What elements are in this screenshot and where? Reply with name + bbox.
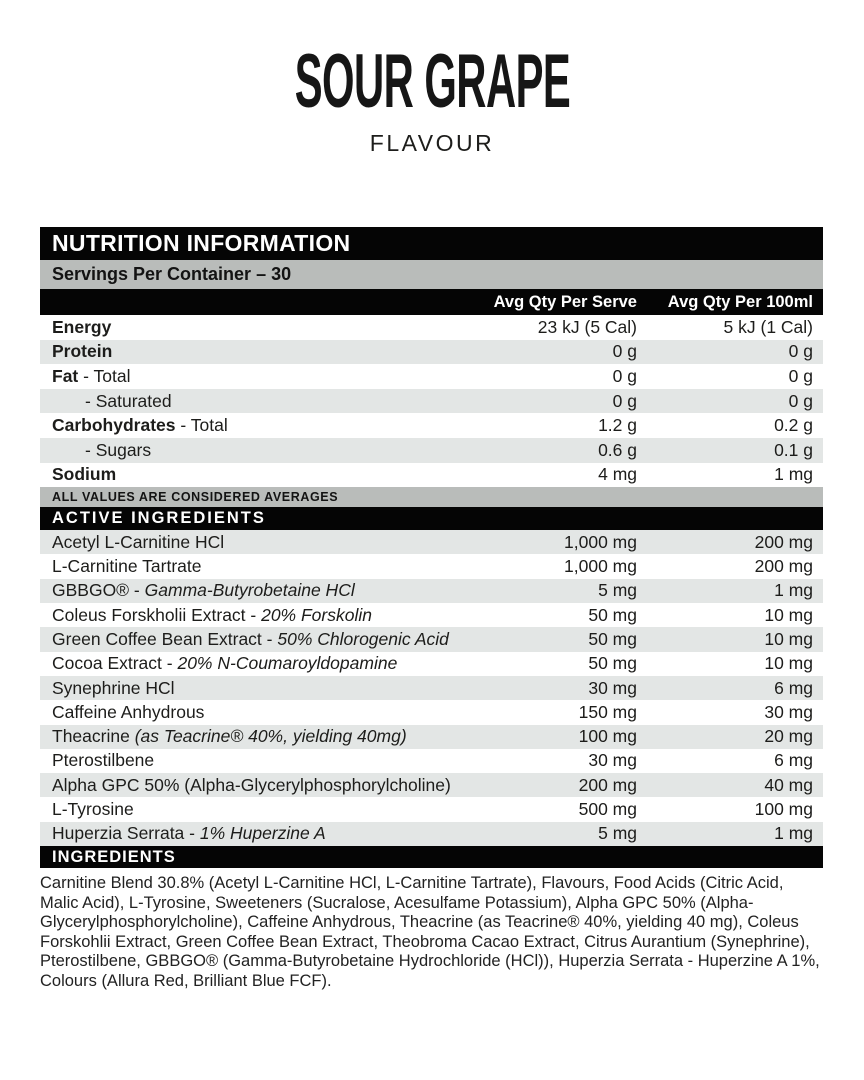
ingredient-name: Sodium bbox=[52, 464, 117, 485]
value-per-serve: 30 mg bbox=[588, 677, 637, 698]
value-per-serve: 50 mg bbox=[588, 604, 637, 625]
ingredients-header bbox=[40, 846, 823, 868]
table-row bbox=[40, 797, 823, 821]
ingredients-title: INGREDIENTS bbox=[52, 847, 176, 866]
table-row bbox=[40, 773, 823, 797]
ingredient-name: - Sugars bbox=[85, 439, 152, 460]
active-ingredients-title: ACTIVE INGREDIENTS bbox=[52, 509, 266, 528]
table-row bbox=[40, 554, 823, 578]
active-ingredients-header bbox=[40, 507, 823, 530]
table-row bbox=[40, 340, 823, 365]
table-row bbox=[40, 700, 823, 724]
value-per-serve: 0.6 g bbox=[598, 439, 637, 460]
brand-block bbox=[0, 0, 864, 157]
value-per-serve: 5 mg bbox=[598, 823, 637, 844]
table-row bbox=[40, 749, 823, 773]
servings-per-container-text: Servings Per Container – 30 bbox=[52, 264, 292, 284]
value-per-100ml: 10 mg bbox=[764, 628, 813, 649]
nutrition-table bbox=[40, 315, 823, 487]
flavour-subtitle: FLAVOUR bbox=[369, 130, 495, 156]
value-per-serve: 50 mg bbox=[588, 628, 637, 649]
value-per-serve: 500 mg bbox=[578, 799, 637, 820]
value-per-100ml: 6 mg bbox=[774, 750, 813, 771]
value-per-serve: 30 mg bbox=[588, 750, 637, 771]
value-per-100ml: 1 mg bbox=[774, 580, 813, 601]
value-per-100ml: 5 kJ (1 Cal) bbox=[723, 316, 813, 337]
value-per-100ml: 20 mg bbox=[764, 726, 813, 747]
table-row bbox=[40, 364, 823, 389]
table-row bbox=[40, 603, 823, 627]
value-per-serve: 1,000 mg bbox=[564, 556, 637, 577]
value-per-100ml: 0.1 g bbox=[774, 439, 813, 460]
value-per-serve: 23 kJ (5 Cal) bbox=[537, 316, 637, 337]
ingredient-name: Fat - Total bbox=[52, 365, 131, 386]
ingredient-name: Huperzia Serrata - 1% Huperzine A bbox=[52, 823, 326, 844]
value-per-serve: 150 mg bbox=[578, 701, 637, 722]
flavour-title: SOUR GRAPE bbox=[294, 39, 570, 124]
value-per-serve: 0 g bbox=[612, 365, 637, 386]
ingredient-name: L-Carnitine Tartrate bbox=[52, 556, 202, 577]
table-row bbox=[40, 822, 823, 846]
ingredient-name: - Saturated bbox=[85, 390, 172, 411]
value-per-serve: 1.2 g bbox=[598, 415, 637, 436]
nutrition-information-header bbox=[40, 227, 823, 260]
table-row bbox=[40, 389, 823, 414]
active-ingredients-table bbox=[40, 530, 823, 846]
ingredients-text: Carnitine Blend 30.8% (Acetyl L-Carnitine HCl, L-Carnitine Tartrate), Flavours, Food Acids (Citric Acid, Malic Acid), L-Tyrosine, Sweeteners (Sucralose, Acesulfame Potassium), Alpha GPC 50% (Alpha-Glycerylphosphorylcholine), Caffeine Anhydrous, Theacrine (as Teacrine® 40%, yielding 40 mg), Coleus Forskohlii Extract, Green Coffee Bean Extract, Theobroma Cacao Extract, Citrus Aurantium (Synephrine), Pterostilbene, GBBGO® (Gamma-Butyrobetaine Hydrochloride (HCl)), Huperzia Serrata - Huperzine A 1%, Colours (Allura Red, Brilliant Blue FCF). bbox=[40, 874, 820, 990]
value-per-100ml: 0 g bbox=[788, 390, 813, 411]
value-per-serve: 4 mg bbox=[598, 464, 637, 485]
table-row bbox=[40, 530, 823, 554]
ingredient-name: Acetyl L-Carnitine HCl bbox=[52, 531, 225, 552]
ingredient-name: Green Coffee Bean Extract - 50% Chlorogenic Acid bbox=[52, 628, 449, 649]
averages-note-text: ALL VALUES ARE CONSIDERED AVERAGES bbox=[52, 490, 339, 505]
averages-note-bar bbox=[40, 487, 823, 507]
value-per-serve: 0 g bbox=[612, 390, 637, 411]
table-row bbox=[40, 413, 823, 438]
value-per-100ml: 6 mg bbox=[774, 677, 813, 698]
table-row bbox=[40, 579, 823, 603]
col-header-per-100ml: Avg Qty Per 100ml bbox=[667, 292, 813, 311]
ingredient-name: Coleus Forskholii Extract - 20% Forskolin bbox=[52, 604, 372, 625]
table-row bbox=[40, 438, 823, 463]
value-per-100ml: 200 mg bbox=[754, 556, 813, 577]
column-header-bar bbox=[40, 289, 823, 315]
table-row bbox=[40, 652, 823, 676]
value-per-100ml: 1 mg bbox=[774, 823, 813, 844]
value-per-100ml: 200 mg bbox=[754, 531, 813, 552]
value-per-100ml: 100 mg bbox=[754, 799, 813, 820]
col-header-per-serve: Avg Qty Per Serve bbox=[493, 292, 637, 311]
value-per-100ml: 10 mg bbox=[764, 653, 813, 674]
value-per-100ml: 1 mg bbox=[774, 464, 813, 485]
ingredient-name: Caffeine Anhydrous bbox=[52, 701, 205, 722]
value-per-serve: 50 mg bbox=[588, 653, 637, 674]
value-per-serve: 100 mg bbox=[578, 726, 637, 747]
ingredient-name: Carbohydrates - Total bbox=[52, 415, 228, 436]
table-row bbox=[40, 725, 823, 749]
value-per-100ml: 0 g bbox=[788, 341, 813, 362]
ingredient-name: Synephrine HCl bbox=[52, 677, 175, 698]
table-row bbox=[40, 676, 823, 700]
value-per-100ml: 0.2 g bbox=[774, 415, 813, 436]
value-per-serve: 5 mg bbox=[598, 580, 637, 601]
value-per-serve: 0 g bbox=[612, 341, 637, 362]
value-per-serve: 1,000 mg bbox=[564, 531, 637, 552]
ingredient-name: Alpha GPC 50% (Alpha-Glycerylphosphorylcholine) bbox=[52, 774, 451, 795]
table-row bbox=[40, 463, 823, 488]
ingredient-name: Protein bbox=[52, 341, 113, 362]
value-per-100ml: 0 g bbox=[788, 365, 813, 386]
ingredient-name: GBBGO® - Gamma-Butyrobetaine HCl bbox=[52, 580, 355, 601]
ingredient-name: Pterostilbene bbox=[52, 750, 155, 771]
table-row bbox=[40, 627, 823, 651]
value-per-100ml: 10 mg bbox=[764, 604, 813, 625]
nutrition-panel bbox=[40, 227, 823, 991]
value-per-100ml: 40 mg bbox=[764, 774, 813, 795]
servings-per-container-bar bbox=[40, 260, 823, 289]
ingredient-name: Theacrine (as Teacrine® 40%, yielding 40mg) bbox=[52, 726, 407, 747]
ingredient-name: L-Tyrosine bbox=[52, 799, 134, 820]
table-row bbox=[40, 315, 823, 340]
ingredient-name: Energy bbox=[52, 316, 112, 337]
ingredient-name: Cocoa Extract - 20% N-Coumaroyldopamine bbox=[52, 653, 398, 674]
value-per-serve: 200 mg bbox=[578, 774, 637, 795]
value-per-100ml: 30 mg bbox=[764, 701, 813, 722]
nutrition-information-title: NUTRITION INFORMATION bbox=[52, 230, 351, 256]
